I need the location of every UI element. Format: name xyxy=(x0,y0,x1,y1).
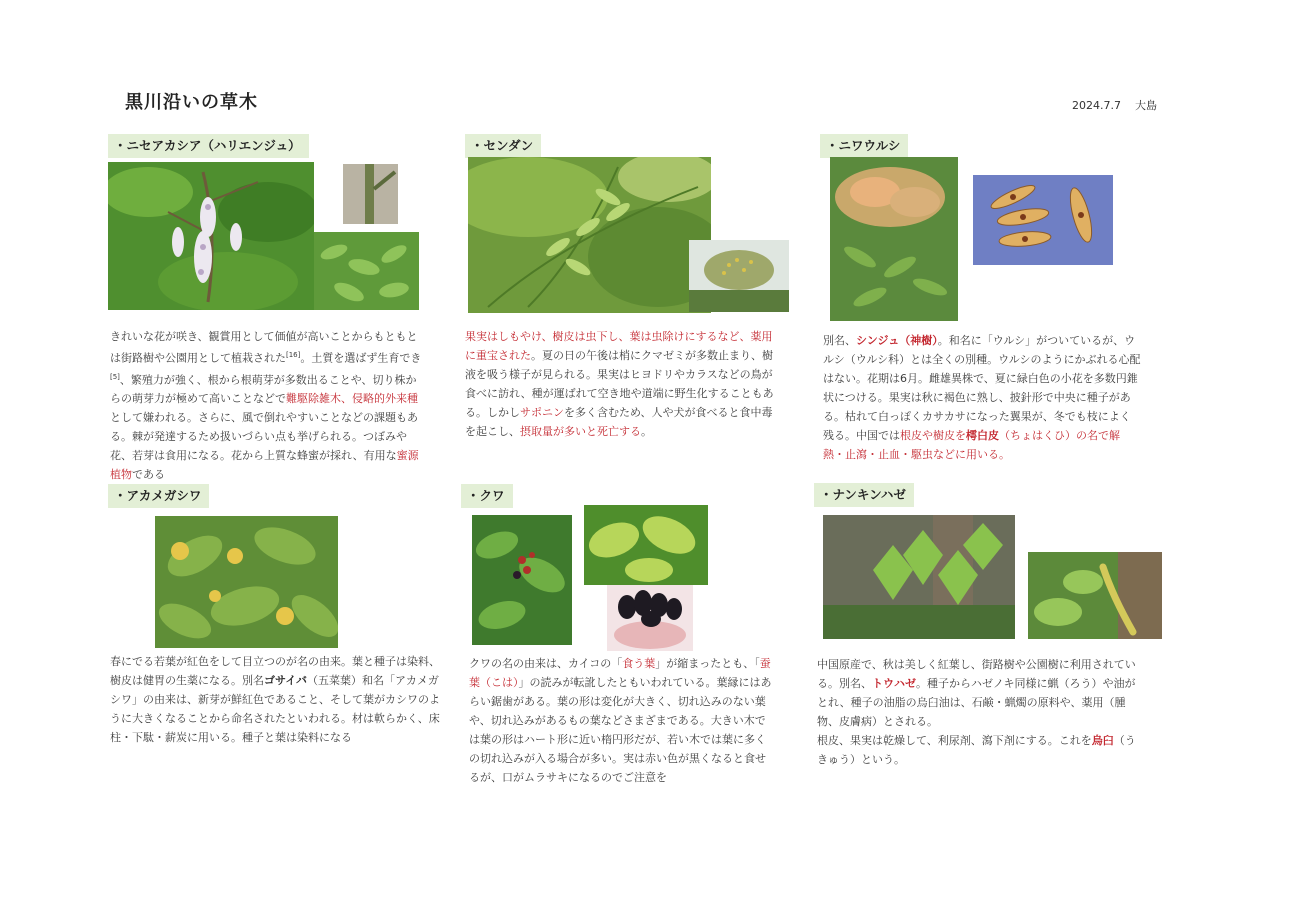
sendan-leaf-photo xyxy=(468,157,711,313)
nankinhaze-leaf-photo xyxy=(823,515,1015,639)
text-akamegashiwa: 春にでる若葉が紅色をして目立つのが名の由来。葉と種子は染料、樹皮は健胃の生薬になる。別名ゴサイバ（五菜葉）和名「アカメガシワ」の由来は、新芽が鮮紅色であること、そして葉がカシワのように大きくなることから命名されたといわれる。材は軟らかく、床柱・下駄・薪炭に用いる。種子と葉は染料になる xyxy=(110,655,440,744)
text-niseakashia: きれいな花が咲き、観賞用として価値が高いことからもともとは街路樹や公園用として植栽された[16]。土質を選ばず生育でき[5]、繁殖力が強く、根から根萌芽が多数出ることや、切り株からの萌芽力が極めて高いことなどで難駆除雑木、侵略的外来種として嫌われる。さらに、風で倒れやすいことなどの課題もある。棘が発達するため扱いづらい点も挙げられる。つぼみや花、若芽は食用になる。花から上質な蜂蜜が採れ、有用な蜜源植物である xyxy=(110,330,422,482)
page-author: 大島 xyxy=(1134,99,1157,112)
acacia-leaf-photo xyxy=(314,232,419,310)
niwaurushi-seed-photo xyxy=(973,175,1113,265)
text-niwaurushi: 別名、シンジュ（神樹）。和名に「ウルシ」がついているが、ウルシ（ウルシ科）とは全くの別種。ウルシのようにかぶれる心配はない。花期は6月。雌雄異株で、夏に緑白色の小花を多数円錐状につける。果実は秋に褐色に熟し、披針形で中央に種子がある。枯れて白っぽくカサカサになった翼果が、冬でも枝によく残る。中国では根皮や樹皮を樗白皮（ちょはくひ）の名で解熱・止瀉・止血・駆虫などに用いる。 xyxy=(823,334,1141,461)
page-date-author xyxy=(1072,97,1157,113)
sendan-fruit-photo xyxy=(689,240,789,312)
acacia-thorn-photo xyxy=(343,164,398,224)
label-akamegashiwa: ・アカメガシワ xyxy=(108,484,209,508)
text-kuwa: クワの名の由来は、カイコの「食う葉」が縮まったとも、「蚕葉（こは）」の読みが転訛したともいわれている。葉縁にはあらい鋸歯がある。葉の形は変化が大きく、切れ込みのない葉や、切れ込みがあるもの葉などさまざまである。大きい木では葉の形はハート形に近い楕円形だが、若い木では葉に多くの切れ込みが入る場合が多い。実は赤い色が黒くなると食せるが、口がムラサキになるのでご注意を xyxy=(469,657,772,784)
kuwa-berry-photo xyxy=(607,585,693,651)
label-niwaurushi: ・ニワウルシ xyxy=(820,134,908,158)
kuwa-leaf-photo xyxy=(584,505,708,585)
niwaurushi-tree-photo xyxy=(830,157,958,321)
label-nankinhaze: ・ナンキンハゼ xyxy=(814,483,914,507)
label-sendan: ・センダン xyxy=(465,134,541,158)
akamegashiwa-photo xyxy=(155,516,338,648)
text-sendan: 果実はしもやけ、樹皮は虫下し、葉は虫除けにするなど、薬用に重宝された。夏の日の午後は梢にクマゼミが多数止まり、樹液を吸う様子が見られる。果実はヒヨドリやカラスなどの鳥が食べに訪れ、種が運ばれて空き地や道端に野生化することもある。しかしサポニンを多く含むため、人や犬が食べると食中毒を起こし、摂取量が多いと死亡する。 xyxy=(465,330,774,438)
acacia-flower-photo xyxy=(108,162,314,310)
page-date: 2024.7.7 xyxy=(1072,99,1121,112)
kuwa-fruit-branch-photo xyxy=(472,515,572,645)
text-nankinhaze: 中国原産で、秋は美しく紅葉し、街路樹や公園樹に利用されている。別名、トウハゼ。種子からハゼノキ同様に蝋（ろう）や油がとれ、種子の油脂の烏臼油は、石鹸・蝋燭の原料や、薬用（腫物、皮膚病）とされる。 根皮、果実は乾燥して、利尿剤、瀉下剤にする。これを烏臼（うきゅう）という。 xyxy=(817,658,1136,766)
nankinhaze-flower-photo xyxy=(1028,552,1162,639)
label-kuwa: ・クワ xyxy=(461,484,513,508)
page-title: 黒川沿いの草木 xyxy=(125,92,258,113)
label-niseakashia: ・ニセアカシア（ハリエンジュ） xyxy=(108,134,309,158)
